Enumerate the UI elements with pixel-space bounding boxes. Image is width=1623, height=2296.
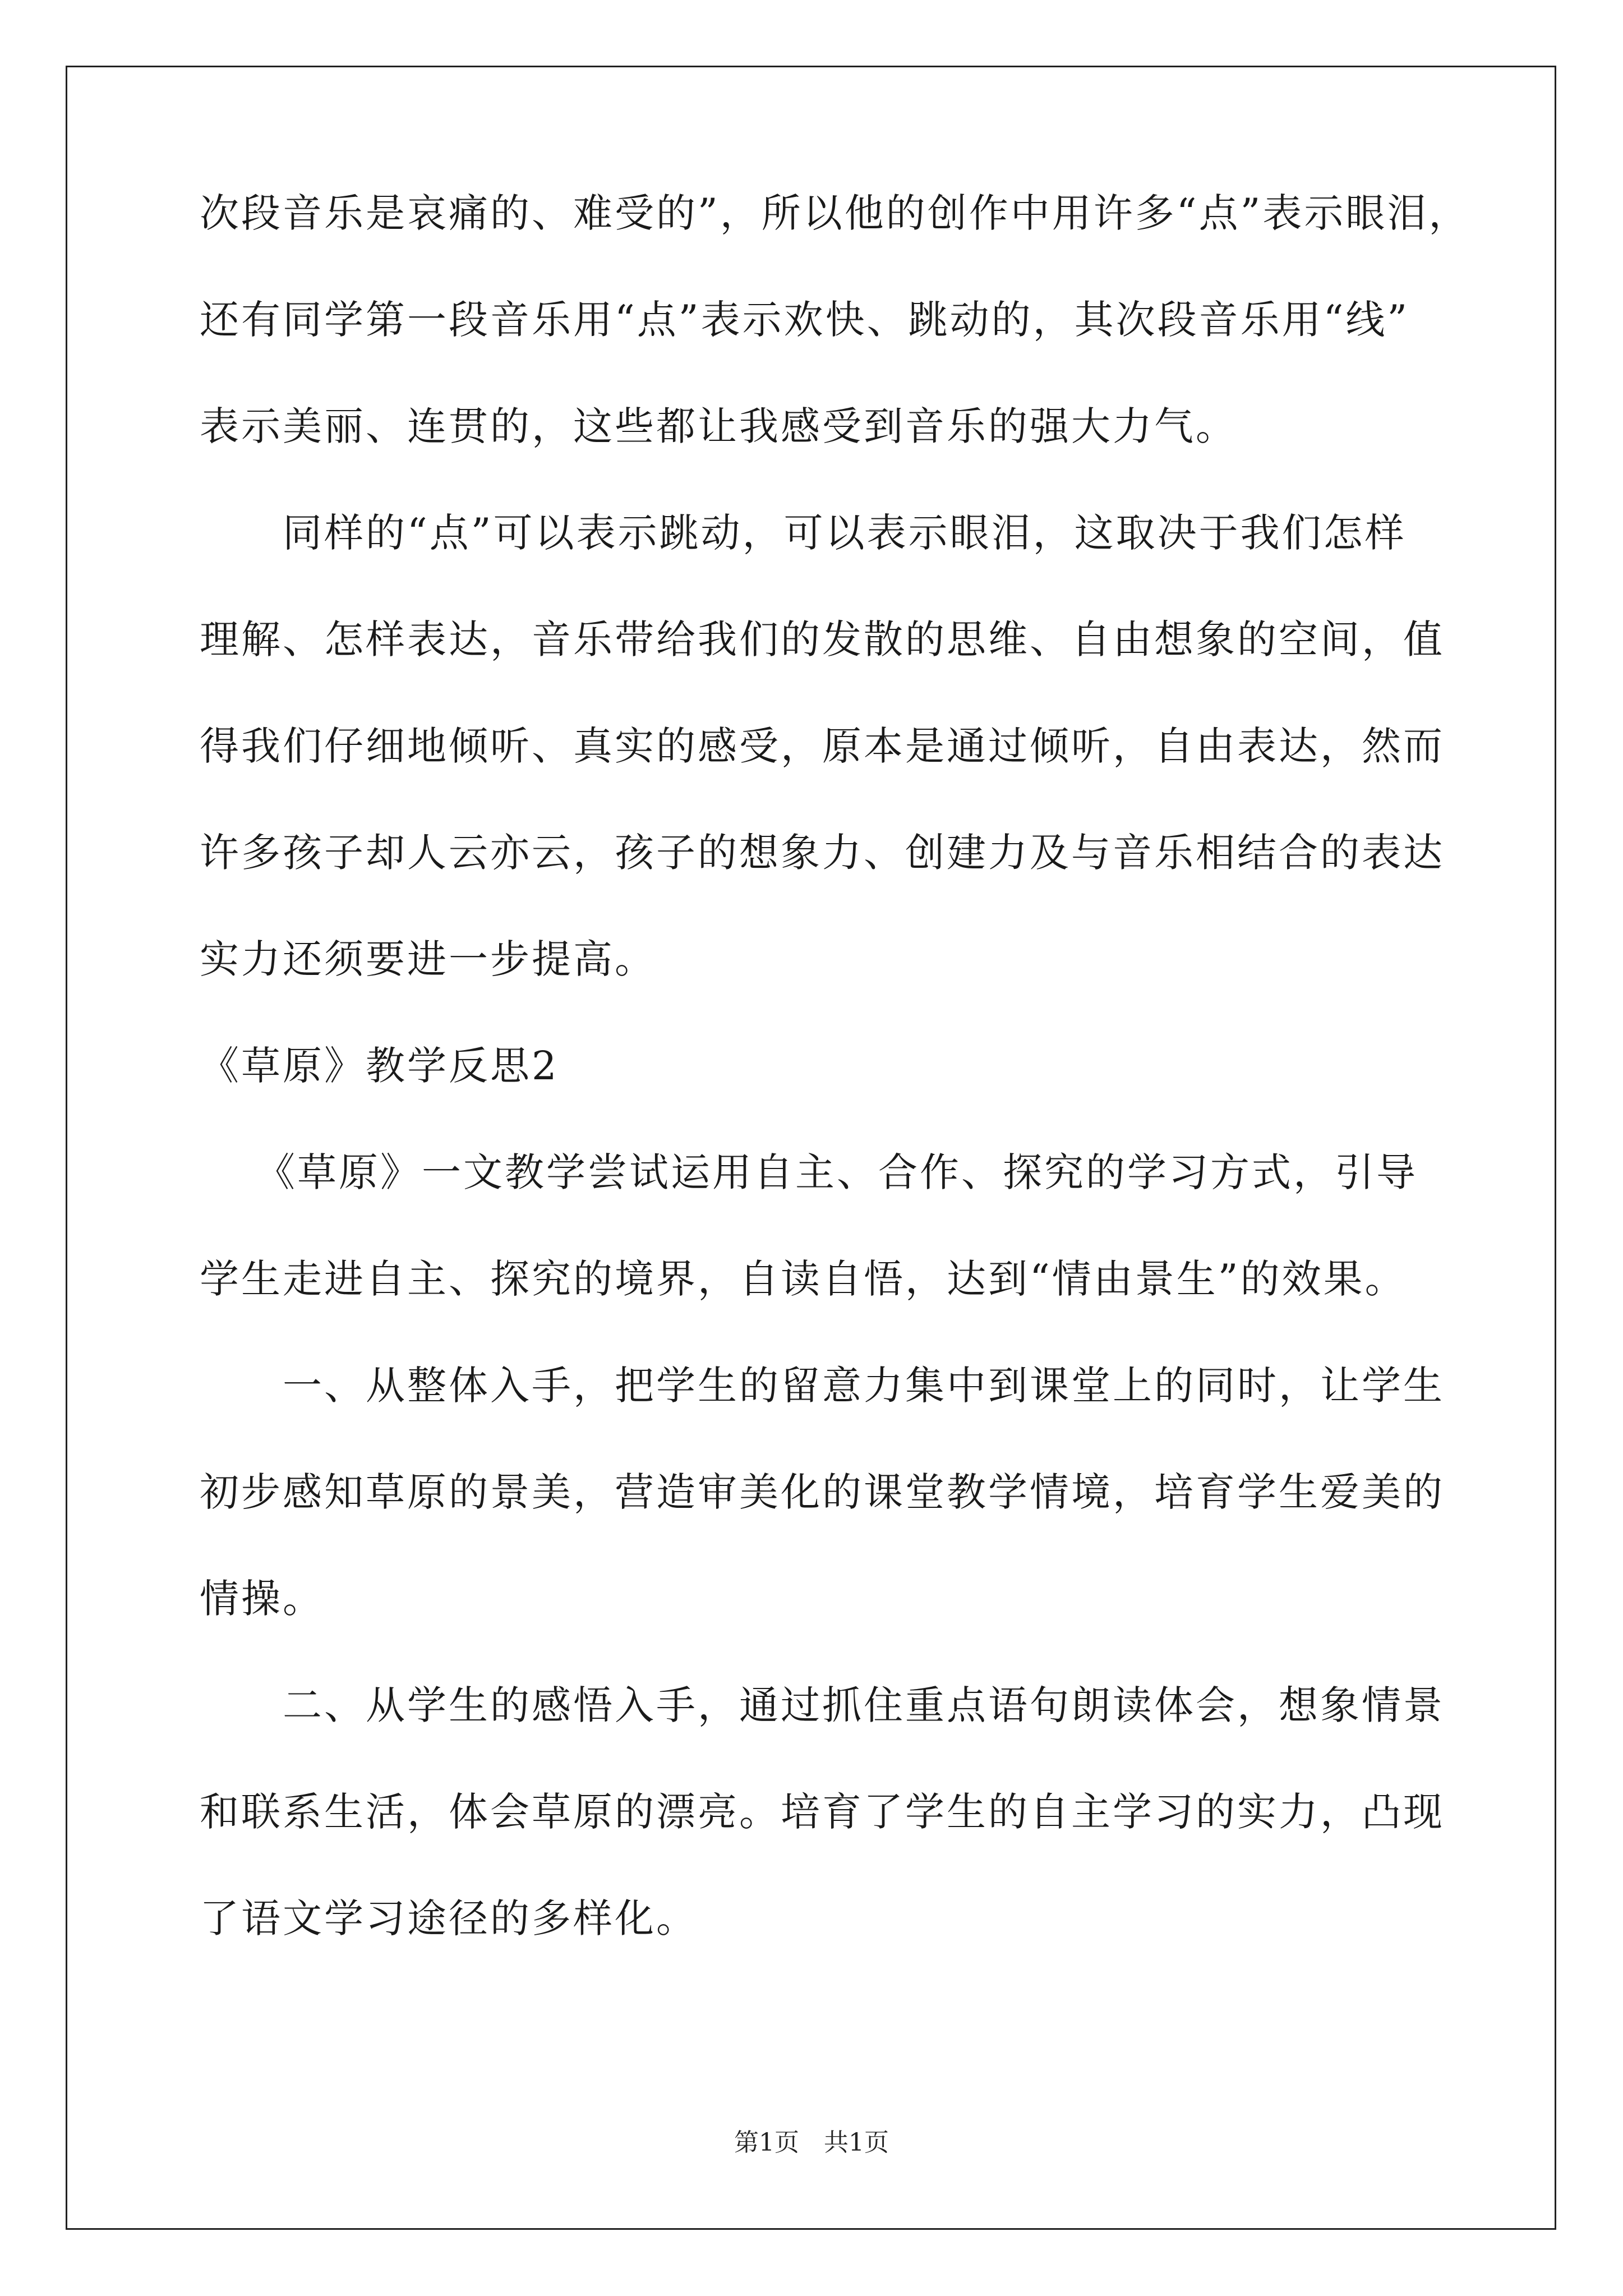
- paragraph-start-line-4: 同样的“点”可以表示跳动，可以表示眼泪，这取决于我们怎样: [283, 510, 1407, 556]
- paragraph-start-line-12: 一、从整体入手，把学生的留意力集中到课堂上的同时，让学生: [283, 1363, 1445, 1409]
- text-line-3: 表示美丽、连贯的，这些都让我感受到音乐的强大力气。: [200, 403, 1237, 449]
- text-line-17: 了语文学习途径的多样化。: [200, 1895, 698, 1941]
- text-line-7: 许多孩子却人云亦云，孩子的想象力、创建力及与音乐相结合的表达: [200, 830, 1445, 876]
- page-total: 共1页: [824, 2128, 889, 2157]
- text-line-11: 学生走进自主、探究的境界，自读自悟，达到“情由景生”的效果。: [200, 1256, 1407, 1302]
- text-line-8: 实力还须要进一步提高。: [200, 936, 656, 982]
- page-footer: [0, 2126, 1623, 2160]
- page-number: 第1页: [734, 2128, 799, 2157]
- text-line-1: 次段音乐是哀痛的、难受的”，所以他的创作中用许多“点”表示眼泪，: [200, 190, 1470, 236]
- text-line-16: 和联系生活，体会草原的漂亮。培育了学生的自主学习的实力，凸现: [200, 1789, 1445, 1835]
- paragraph-start-line-15: 二、从学生的感悟入手，通过抓住重点语句朗读体会，想象情景: [283, 1682, 1445, 1728]
- text-line-13: 初步感知草原的景美，营造审美化的课堂教学情境，培育学生爱美的: [200, 1469, 1445, 1515]
- paragraph-start-line-10: 《草原》一文教学尝试运用自主、合作、探究的学习方式，引导: [256, 1149, 1418, 1195]
- section-heading: 《草原》教学反思2: [200, 1043, 559, 1089]
- text-line-6: 得我们仔细地倾听、真实的感受，原本是通过倾听，自由表达，然而: [200, 723, 1445, 769]
- text-line-14: 情操。: [200, 1576, 324, 1622]
- text-line-5: 理解、怎样表达，音乐带给我们的发散的思维、自由想象的空间，值: [200, 616, 1445, 662]
- text-line-2: 还有同学第一段音乐用“点”表示欢快、跳动的，其次段音乐用“线”: [200, 297, 1410, 343]
